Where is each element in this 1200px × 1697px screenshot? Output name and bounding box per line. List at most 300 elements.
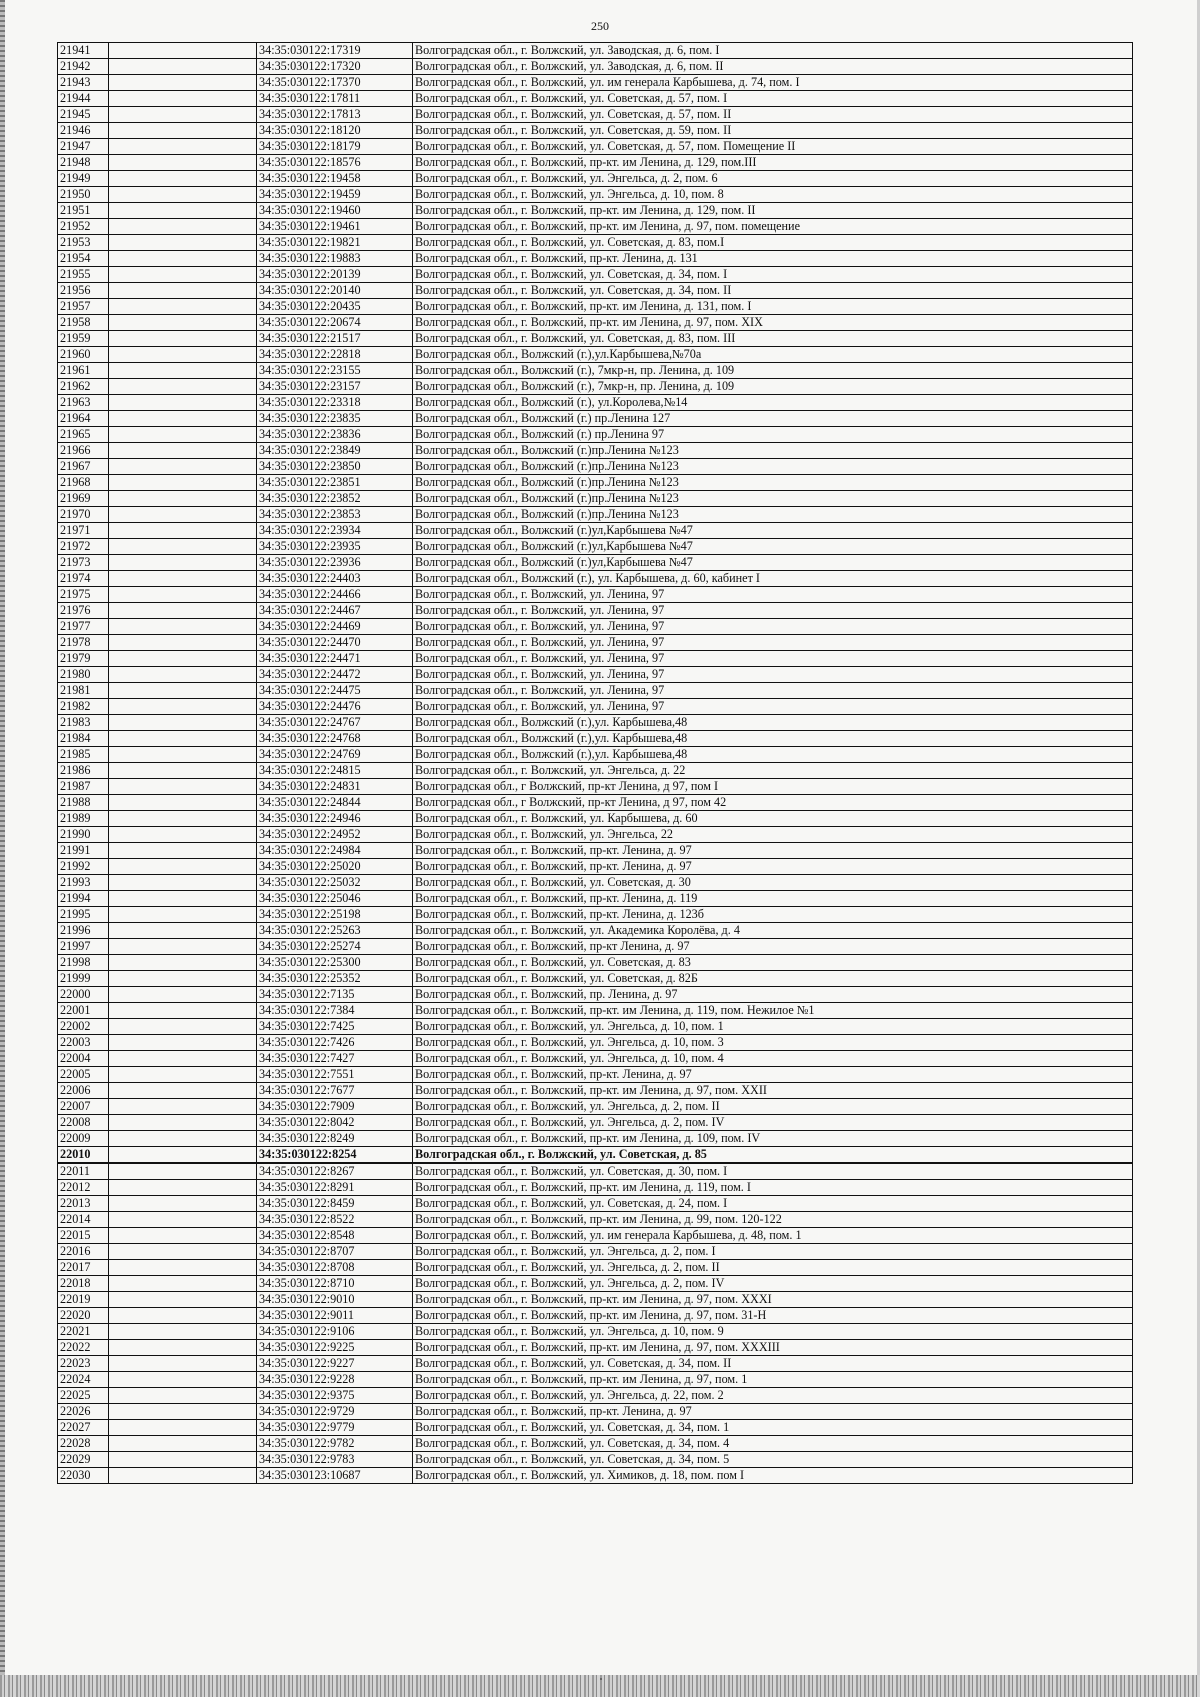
row-number-cell: 22012 xyxy=(58,1180,109,1196)
cadastral-number-cell: 34:35:030122:24467 xyxy=(257,603,413,619)
address-cell: Волгоградская обл., г. Волжский, ул. Энгельса, 22 xyxy=(413,827,1133,843)
table-row xyxy=(58,331,1133,347)
row-number-cell: 21977 xyxy=(58,619,109,635)
table-row xyxy=(58,891,1133,907)
table-row xyxy=(58,1019,1133,1035)
empty-cell xyxy=(109,427,257,443)
table-row xyxy=(58,1452,1133,1468)
empty-cell xyxy=(109,1372,257,1388)
empty-cell xyxy=(109,1051,257,1067)
cadastral-number-cell: 34:35:030122:24767 xyxy=(257,715,413,731)
row-number-cell: 22000 xyxy=(58,987,109,1003)
cadastral-number-cell: 34:35:030122:25263 xyxy=(257,923,413,939)
empty-cell xyxy=(109,1180,257,1196)
table-row xyxy=(58,987,1133,1003)
empty-cell xyxy=(109,587,257,603)
table-row xyxy=(58,667,1133,683)
row-number-cell: 21950 xyxy=(58,187,109,203)
cadastral-number-cell: 34:35:030122:9106 xyxy=(257,1324,413,1340)
cadastral-number-cell: 34:35:030122:8249 xyxy=(257,1131,413,1147)
row-number-cell: 21982 xyxy=(58,699,109,715)
row-number-cell: 22003 xyxy=(58,1035,109,1051)
empty-cell xyxy=(109,955,257,971)
address-cell: Волгоградская обл., г. Волжский, ул. Советская, д. 34, пом. 4 xyxy=(413,1436,1133,1452)
empty-cell xyxy=(109,1035,257,1051)
cadastral-number-cell: 34:35:030122:20674 xyxy=(257,315,413,331)
cadastral-number-cell: 34:35:030122:8459 xyxy=(257,1196,413,1212)
table-row xyxy=(58,1372,1133,1388)
page-number: 250 xyxy=(591,19,609,33)
row-number-cell: 22025 xyxy=(58,1388,109,1404)
cadastral-number-cell: 34:35:030122:23318 xyxy=(257,395,413,411)
table-row xyxy=(58,1196,1133,1212)
cadastral-number-cell: 34:35:030122:9783 xyxy=(257,1452,413,1468)
table-row xyxy=(58,1228,1133,1244)
row-number-cell: 22023 xyxy=(58,1356,109,1372)
table-row xyxy=(58,411,1133,427)
table-row xyxy=(58,795,1133,811)
empty-cell xyxy=(109,139,257,155)
cadastral-number-cell: 34:35:030122:7677 xyxy=(257,1083,413,1099)
address-cell: Волгоградская обл., г. Волжский, пр-кт. Ленина, д. 97 xyxy=(413,1067,1133,1083)
row-number-cell: 22014 xyxy=(58,1212,109,1228)
address-cell: Волгоградская обл., Волжский (г.)ул,Карбышева №47 xyxy=(413,523,1133,539)
empty-cell xyxy=(109,635,257,651)
cadastral-number-cell: 34:35:030122:23935 xyxy=(257,539,413,555)
table-row xyxy=(58,907,1133,923)
cadastral-number-cell: 34:35:030122:9782 xyxy=(257,1436,413,1452)
address-cell: Волгоградская обл., г. Волжский, ул. Энгельса, д. 2, пом. II xyxy=(413,1260,1133,1276)
row-number-cell: 22002 xyxy=(58,1019,109,1035)
cadastral-number-cell: 34:35:030122:23852 xyxy=(257,491,413,507)
cadastral-number-cell: 34:35:030122:7426 xyxy=(257,1035,413,1051)
cadastral-number-cell: 34:35:030122:8710 xyxy=(257,1276,413,1292)
address-cell: Волгоградская обл., г. Волжский, пр-кт. Ленина, д. 97 xyxy=(413,1404,1133,1420)
row-number-cell: 22009 xyxy=(58,1131,109,1147)
cadastral-number-cell: 34:35:030122:23936 xyxy=(257,555,413,571)
empty-cell xyxy=(109,667,257,683)
row-number-cell: 22026 xyxy=(58,1404,109,1420)
row-number-cell: 22022 xyxy=(58,1340,109,1356)
row-number-cell: 22013 xyxy=(58,1196,109,1212)
cadastral-number-cell: 34:35:030122:24984 xyxy=(257,843,413,859)
empty-cell xyxy=(109,539,257,555)
table-row xyxy=(58,187,1133,203)
cadastral-number-cell: 34:35:030122:23934 xyxy=(257,523,413,539)
cadastral-number-cell: 34:35:030122:8548 xyxy=(257,1228,413,1244)
empty-cell xyxy=(109,155,257,171)
empty-cell xyxy=(109,1324,257,1340)
empty-cell xyxy=(109,891,257,907)
address-cell: Волгоградская обл., г. Волжский, ул. Энгельса, д. 2, пом. 6 xyxy=(413,171,1133,187)
row-number-cell: 21983 xyxy=(58,715,109,731)
address-cell: Волгоградская обл., г. Волжский, ул. Советская, д. 34, пом. II xyxy=(413,283,1133,299)
cadastral-number-cell: 34:35:030122:9779 xyxy=(257,1420,413,1436)
empty-cell xyxy=(109,443,257,459)
address-cell: Волгоградская обл., г Волжский, пр-кт Ленина, д 97, пом 42 xyxy=(413,795,1133,811)
table-row xyxy=(58,1292,1133,1308)
row-number-cell: 21954 xyxy=(58,251,109,267)
table-row xyxy=(58,1003,1133,1019)
cadastral-number-cell: 34:35:030122:17320 xyxy=(257,59,413,75)
cadastral-number-cell: 34:35:030122:25198 xyxy=(257,907,413,923)
table-row xyxy=(58,1051,1133,1067)
table-row xyxy=(58,315,1133,331)
address-cell: Волгоградская обл., г. Волжский, ул. Советская, д. 34, пом. 1 xyxy=(413,1420,1133,1436)
table-row xyxy=(58,43,1133,59)
registry-table-body xyxy=(58,43,1133,1484)
address-cell: Волгоградская обл., Волжский (г.), 7мкр-н, пр. Ленина, д. 109 xyxy=(413,379,1133,395)
cadastral-number-cell: 34:35:030122:7427 xyxy=(257,1051,413,1067)
cadastral-number-cell: 34:35:030122:24476 xyxy=(257,699,413,715)
address-cell: Волгоградская обл., г. Волжский, ул. Советская, д. 57, пом. Помещение II xyxy=(413,139,1133,155)
row-number-cell: 21952 xyxy=(58,219,109,235)
row-number-cell: 21961 xyxy=(58,363,109,379)
cadastral-number-cell: 34:35:030122:17813 xyxy=(257,107,413,123)
cadastral-number-cell: 34:35:030122:23850 xyxy=(257,459,413,475)
empty-cell xyxy=(109,747,257,763)
empty-cell xyxy=(109,811,257,827)
cadastral-number-cell: 34:35:030122:23853 xyxy=(257,507,413,523)
table-row xyxy=(58,1276,1133,1292)
row-number-cell: 21965 xyxy=(58,427,109,443)
empty-cell xyxy=(109,331,257,347)
address-cell: Волгоградская обл., г. Волжский, ул. им генерала Карбышева, д. 48, пом. 1 xyxy=(413,1228,1133,1244)
row-number-cell: 21994 xyxy=(58,891,109,907)
table-row xyxy=(58,587,1133,603)
row-number-cell: 21974 xyxy=(58,571,109,587)
address-cell: Волгоградская обл., г. Волжский, ул. Энгельса, д. 22 xyxy=(413,763,1133,779)
row-number-cell: 21993 xyxy=(58,875,109,891)
cadastral-number-cell: 34:35:030122:21517 xyxy=(257,331,413,347)
address-cell: Волгоградская обл., г. Волжский, пр. Ленина, д. 97 xyxy=(413,987,1133,1003)
table-row xyxy=(58,843,1133,859)
address-cell: Волгоградская обл., г. Волжский, пр-кт. им Ленина, д. 129, пом. II xyxy=(413,203,1133,219)
table-row xyxy=(58,1099,1133,1115)
empty-cell xyxy=(109,971,257,987)
empty-cell xyxy=(109,715,257,731)
address-cell: Волгоградская обл., г. Волжский, пр-кт. им Ленина, д. 119, пом. Нежилое №1 xyxy=(413,1003,1133,1019)
address-cell: Волгоградская обл., г. Волжский, ул. Ленина, 97 xyxy=(413,603,1133,619)
cadastral-number-cell: 34:35:030122:24471 xyxy=(257,651,413,667)
table-row xyxy=(58,939,1133,955)
cadastral-number-cell: 34:35:030122:9228 xyxy=(257,1372,413,1388)
empty-cell xyxy=(109,395,257,411)
empty-cell xyxy=(109,1115,257,1131)
address-cell: Волгоградская обл., г. Волжский, пр-кт. Ленина, д. 97 xyxy=(413,843,1133,859)
empty-cell xyxy=(109,555,257,571)
row-number-cell: 21942 xyxy=(58,59,109,75)
row-number-cell: 21986 xyxy=(58,763,109,779)
row-number-cell: 22001 xyxy=(58,1003,109,1019)
table-row xyxy=(58,1388,1133,1404)
empty-cell xyxy=(109,1147,257,1164)
empty-cell xyxy=(109,123,257,139)
cadastral-number-cell: 34:35:030122:23851 xyxy=(257,475,413,491)
empty-cell xyxy=(109,507,257,523)
cadastral-number-cell: 34:35:030122:19821 xyxy=(257,235,413,251)
row-number-cell: 21941 xyxy=(58,43,109,59)
address-cell: Волгоградская обл., г. Волжский, ул. Советская, д. 30 xyxy=(413,875,1133,891)
cadastral-number-cell: 34:35:030122:17370 xyxy=(257,75,413,91)
empty-cell xyxy=(109,1003,257,1019)
address-cell: Волгоградская обл., г. Волжский, ул. Энгельса, д. 10, пом. 3 xyxy=(413,1035,1133,1051)
row-number-cell: 21972 xyxy=(58,539,109,555)
cadastral-number-cell: 34:35:030122:25032 xyxy=(257,875,413,891)
address-cell: Волгоградская обл., г. Волжский, ул. Советская, д. 34, пом. I xyxy=(413,267,1133,283)
row-number-cell: 22008 xyxy=(58,1115,109,1131)
cadastral-number-cell: 34:35:030122:24952 xyxy=(257,827,413,843)
table-row xyxy=(58,971,1133,987)
empty-cell xyxy=(109,491,257,507)
table-row xyxy=(58,1180,1133,1196)
cadastral-number-cell: 34:35:030122:25352 xyxy=(257,971,413,987)
table-row xyxy=(58,1324,1133,1340)
row-number-cell: 21948 xyxy=(58,155,109,171)
empty-cell xyxy=(109,523,257,539)
cadastral-number-cell: 34:35:030122:24946 xyxy=(257,811,413,827)
cadastral-number-cell: 34:35:030122:24403 xyxy=(257,571,413,587)
cadastral-number-cell: 34:35:030122:9225 xyxy=(257,1340,413,1356)
address-cell: Волгоградская обл., г. Волжский, ул. Энгельса, д. 10, пом. 4 xyxy=(413,1051,1133,1067)
empty-cell xyxy=(109,827,257,843)
cadastral-number-cell: 34:35:030122:18120 xyxy=(257,123,413,139)
cadastral-number-cell: 34:35:030122:20139 xyxy=(257,267,413,283)
address-cell: Волгоградская обл., г. Волжский, пр-кт. им Ленина, д. 97, пом. XXXIII xyxy=(413,1340,1133,1356)
address-cell: Волгоградская обл., г. Волжский, пр-кт. им Ленина, д. 97, пом. 31-Н xyxy=(413,1308,1133,1324)
row-number-cell: 21999 xyxy=(58,971,109,987)
row-number-cell: 21987 xyxy=(58,779,109,795)
table-row xyxy=(58,347,1133,363)
row-number-cell: 22020 xyxy=(58,1308,109,1324)
address-cell: Волгоградская обл., г. Волжский, ул. Советская, д. 24, пом. I xyxy=(413,1196,1133,1212)
address-cell: Волгоградская обл., г. Волжский, пр-кт. им Ленина, д. 129, пом.III xyxy=(413,155,1133,171)
cadastral-number-cell: 34:35:030122:25274 xyxy=(257,939,413,955)
table-row xyxy=(58,1308,1133,1324)
scan-edge-left xyxy=(0,0,5,1697)
address-cell: Волгоградская обл., г. Волжский, ул. Энгельса, д. 10, пом. 9 xyxy=(413,1324,1133,1340)
table-row xyxy=(58,811,1133,827)
empty-cell xyxy=(109,1308,257,1324)
table-row xyxy=(58,539,1133,555)
cadastral-number-cell: 34:35:030122:8267 xyxy=(257,1163,413,1180)
cadastral-number-cell: 34:35:030122:18576 xyxy=(257,155,413,171)
scan-dot xyxy=(600,1678,602,1680)
address-cell: Волгоградская обл., г. Волжский, ул. Ленина, 97 xyxy=(413,683,1133,699)
address-cell: Волгоградская обл., Волжский (г.),ул. Карбышева,48 xyxy=(413,747,1133,763)
table-row xyxy=(58,1420,1133,1436)
row-number-cell: 22006 xyxy=(58,1083,109,1099)
empty-cell xyxy=(109,939,257,955)
address-cell: Волгоградская обл., Волжский (г.)пр.Ленина №123 xyxy=(413,507,1133,523)
table-row xyxy=(58,203,1133,219)
cadastral-number-cell: 34:35:030122:24844 xyxy=(257,795,413,811)
cadastral-number-cell: 34:35:030122:8254 xyxy=(257,1147,413,1164)
table-row xyxy=(58,1212,1133,1228)
address-cell: Волгоградская обл., г. Волжский, пр-кт. им Ленина, д. 97, пом. XXII xyxy=(413,1083,1133,1099)
empty-cell xyxy=(109,1083,257,1099)
empty-cell xyxy=(109,315,257,331)
cadastral-number-cell: 34:35:030122:8708 xyxy=(257,1260,413,1276)
address-cell: Волгоградская обл., Волжский (г.), ул.Королева,№14 xyxy=(413,395,1133,411)
empty-cell xyxy=(109,1436,257,1452)
row-number-cell: 21970 xyxy=(58,507,109,523)
table-row xyxy=(58,267,1133,283)
row-number-cell: 21949 xyxy=(58,171,109,187)
empty-cell xyxy=(109,347,257,363)
address-cell: Волгоградская обл., Волжский (г.),ул. Карбышева,48 xyxy=(413,715,1133,731)
table-row xyxy=(58,283,1133,299)
address-cell: Волгоградская обл., г. Волжский, ул. Энгельса, д. 2, пом. IV xyxy=(413,1276,1133,1292)
empty-cell xyxy=(109,283,257,299)
row-number-cell: 22028 xyxy=(58,1436,109,1452)
row-number-cell: 22019 xyxy=(58,1292,109,1308)
cadastral-number-cell: 34:35:030122:24472 xyxy=(257,667,413,683)
empty-cell xyxy=(109,1163,257,1180)
cadastral-number-cell: 34:35:030122:19460 xyxy=(257,203,413,219)
address-cell: Волгоградская обл., г. Волжский, ул. им генерала Карбышева, д. 74, пом. I xyxy=(413,75,1133,91)
registry-table xyxy=(57,42,1133,1484)
cadastral-number-cell: 34:35:030122:24470 xyxy=(257,635,413,651)
row-number-cell: 21984 xyxy=(58,731,109,747)
address-cell: Волгоградская обл., г. Волжский, ул. Советская, д. 82Б xyxy=(413,971,1133,987)
cadastral-number-cell: 34:35:030122:8707 xyxy=(257,1244,413,1260)
row-number-cell: 21969 xyxy=(58,491,109,507)
address-cell: Волгоградская обл., г. Волжский, ул. Советская, д. 57, пом. II xyxy=(413,107,1133,123)
table-row xyxy=(58,923,1133,939)
row-number-cell: 21943 xyxy=(58,75,109,91)
empty-cell xyxy=(109,651,257,667)
row-number-cell: 21985 xyxy=(58,747,109,763)
address-cell: Волгоградская обл., г. Волжский, пр-кт. Ленина, д. 119 xyxy=(413,891,1133,907)
empty-cell xyxy=(109,859,257,875)
table-row xyxy=(58,1147,1133,1164)
table-row xyxy=(58,827,1133,843)
empty-cell xyxy=(109,459,257,475)
table-row xyxy=(58,875,1133,891)
cadastral-number-cell: 34:35:030122:7425 xyxy=(257,1019,413,1035)
row-number-cell: 21976 xyxy=(58,603,109,619)
table-row xyxy=(58,235,1133,251)
cadastral-number-cell: 34:35:030122:9729 xyxy=(257,1404,413,1420)
address-cell: Волгоградская обл., г. Волжский, ул. Ленина, 97 xyxy=(413,635,1133,651)
cadastral-number-cell: 34:35:030122:9227 xyxy=(257,1356,413,1372)
cadastral-number-cell: 34:35:030122:23849 xyxy=(257,443,413,459)
empty-cell xyxy=(109,59,257,75)
address-cell: Волгоградская обл., г. Волжский, ул. Ленина, 97 xyxy=(413,651,1133,667)
row-number-cell: 22021 xyxy=(58,1324,109,1340)
table-row xyxy=(58,427,1133,443)
address-cell: Волгоградская обл., г. Волжский, пр-кт. Ленина, д. 131 xyxy=(413,251,1133,267)
row-number-cell: 21944 xyxy=(58,91,109,107)
cadastral-number-cell: 34:35:030122:8042 xyxy=(257,1115,413,1131)
cadastral-number-cell: 34:35:030122:23835 xyxy=(257,411,413,427)
table-row xyxy=(58,1131,1133,1147)
empty-cell xyxy=(109,1452,257,1468)
empty-cell xyxy=(109,987,257,1003)
address-cell: Волгоградская обл., г. Волжский, ул. Советская, д. 34, пом. 5 xyxy=(413,1452,1133,1468)
address-cell: Волгоградская обл., г. Волжский, ул. Химиков, д. 18, пом. пом I xyxy=(413,1468,1133,1484)
table-row xyxy=(58,603,1133,619)
table-row xyxy=(58,75,1133,91)
empty-cell xyxy=(109,1340,257,1356)
table-row xyxy=(58,715,1133,731)
row-number-cell: 22030 xyxy=(58,1468,109,1484)
row-number-cell: 21973 xyxy=(58,555,109,571)
address-cell: Волгоградская обл., г. Волжский, ул. Академика Королёва, д. 4 xyxy=(413,923,1133,939)
table-row xyxy=(58,1244,1133,1260)
empty-cell xyxy=(109,1420,257,1436)
cadastral-number-cell: 34:35:030122:25046 xyxy=(257,891,413,907)
empty-cell xyxy=(109,171,257,187)
table-row xyxy=(58,507,1133,523)
row-number-cell: 21997 xyxy=(58,939,109,955)
row-number-cell: 22005 xyxy=(58,1067,109,1083)
table-row xyxy=(58,955,1133,971)
cadastral-number-cell: 34:35:030122:24469 xyxy=(257,619,413,635)
empty-cell xyxy=(109,1468,257,1484)
table-row xyxy=(58,763,1133,779)
empty-cell xyxy=(109,1212,257,1228)
address-cell: Волгоградская обл., Волжский (г.)пр.Ленина №123 xyxy=(413,443,1133,459)
empty-cell xyxy=(109,731,257,747)
address-cell: Волгоградская обл., г. Волжский, ул. Советская, д. 30, пом. I xyxy=(413,1163,1133,1180)
cadastral-number-cell: 34:35:030122:24475 xyxy=(257,683,413,699)
empty-cell xyxy=(109,699,257,715)
empty-cell xyxy=(109,75,257,91)
address-cell: Волгоградская обл., г Волжский, пр-кт Ленина, д 97, пом I xyxy=(413,779,1133,795)
address-cell: Волгоградская обл., г. Волжский, ул. Энгельса, д. 2, пом. II xyxy=(413,1099,1133,1115)
empty-cell xyxy=(109,1099,257,1115)
address-cell: Волгоградская обл., г. Волжский, ул. Карбышева, д. 60 xyxy=(413,811,1133,827)
address-cell: Волгоградская обл., г. Волжский, ул. Ленина, 97 xyxy=(413,667,1133,683)
empty-cell xyxy=(109,1067,257,1083)
table-row xyxy=(58,1163,1133,1180)
empty-cell xyxy=(109,1196,257,1212)
cadastral-number-cell: 34:35:030122:19458 xyxy=(257,171,413,187)
row-number-cell: 22004 xyxy=(58,1051,109,1067)
table-row xyxy=(58,1260,1133,1276)
table-row xyxy=(58,683,1133,699)
address-cell: Волгоградская обл., Волжский (г.)ул,Карбышева №47 xyxy=(413,555,1133,571)
row-number-cell: 21979 xyxy=(58,651,109,667)
address-cell: Волгоградская обл., г. Волжский, пр-кт. им Ленина, д. 97, пом. XIX xyxy=(413,315,1133,331)
row-number-cell: 21968 xyxy=(58,475,109,491)
empty-cell xyxy=(109,619,257,635)
cadastral-number-cell: 34:35:030123:10687 xyxy=(257,1468,413,1484)
row-number-cell: 21947 xyxy=(58,139,109,155)
empty-cell xyxy=(109,251,257,267)
address-cell: Волгоградская обл., г. Волжский, ул. Заводская, д. 6, пом. I xyxy=(413,43,1133,59)
address-cell: Волгоградская обл., г. Волжский, пр-кт. Ленина, д. 97 xyxy=(413,859,1133,875)
empty-cell xyxy=(109,267,257,283)
address-cell: Волгоградская обл., г. Волжский, ул. Ленина, 97 xyxy=(413,587,1133,603)
row-number-cell: 21992 xyxy=(58,859,109,875)
address-cell: Волгоградская обл., г. Волжский, ул. Энгельса, д. 22, пом. 2 xyxy=(413,1388,1133,1404)
address-cell: Волгоградская обл., г. Волжский, ул. Энгельса, д. 2, пом. I xyxy=(413,1244,1133,1260)
row-number-cell: 21956 xyxy=(58,283,109,299)
row-number-cell: 21953 xyxy=(58,235,109,251)
empty-cell xyxy=(109,107,257,123)
cadastral-number-cell: 34:35:030122:9375 xyxy=(257,1388,413,1404)
empty-cell xyxy=(109,795,257,811)
address-cell: Волгоградская обл., г. Волжский, ул. Энгельса, д. 2, пом. IV xyxy=(413,1115,1133,1131)
table-row xyxy=(58,491,1133,507)
row-number-cell: 22027 xyxy=(58,1420,109,1436)
cadastral-number-cell: 34:35:030122:17319 xyxy=(257,43,413,59)
row-number-cell: 21946 xyxy=(58,123,109,139)
table-row xyxy=(58,859,1133,875)
